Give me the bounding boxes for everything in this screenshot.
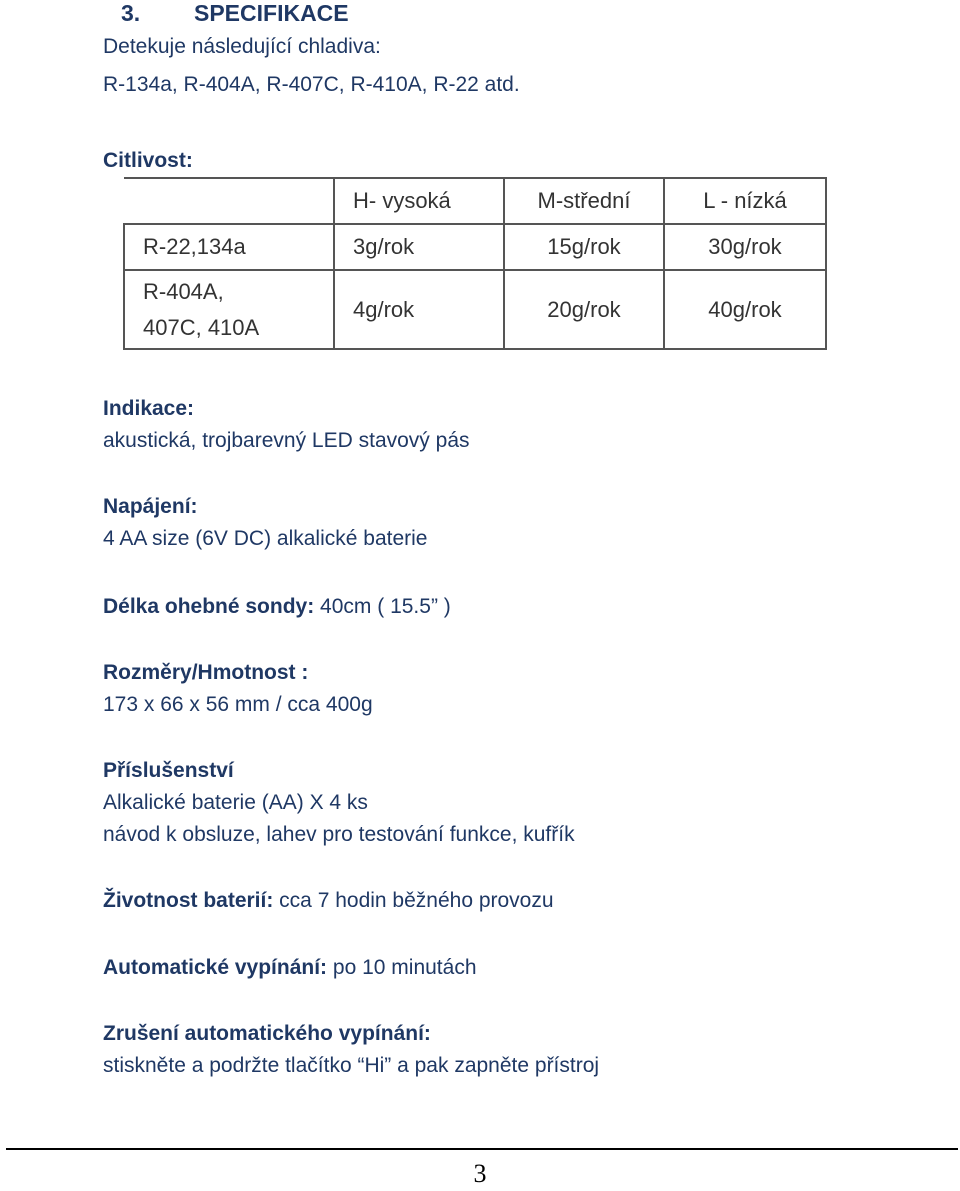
refrigerant-name-line: 407C, 410A [143,314,260,340]
table-cell: 4g/rok [334,270,504,349]
table-cell: 40g/rok [664,270,826,349]
table-cell: 20g/rok [504,270,664,349]
table-cell: 3g/rok [334,224,504,270]
dimensions-value: 173 x 66 x 56 mm / cca 400g [103,693,373,716]
accessories-label: Příslušenství [103,759,234,782]
probe-value: 40cm ( 15.5” ) [314,595,451,618]
table-header-cell: H- vysoká [334,178,504,224]
cancel-auto-off-value: stiskněte a podržte tlačítko “Hi” a pak zapněte přístroj [103,1054,600,1077]
refrigerant-name-cell [124,270,334,349]
page-number: 3 [473,1159,487,1188]
battery-life-value: cca 7 hodin běžného provozu [273,889,554,912]
table-row [124,270,826,349]
power-value: 4 AA size (6V DC) alkalické baterie [103,527,428,550]
table-cell: 15g/rok [504,224,664,270]
detects-label: Detekuje následující chladiva: [103,35,381,58]
table-header-cell: L - nízká [664,178,826,224]
table-cell: 30g/rok [664,224,826,270]
auto-off-label: Automatické vypínání: [103,956,328,979]
battery-life-line [103,888,554,914]
footer-divider [6,1148,958,1150]
probe-line [103,594,451,620]
table-header-cell [124,178,334,224]
power-label: Napájení: [103,495,198,518]
accessories-line-2: návod k obsluze, lahev pro testování funkce, kufřík [103,823,575,846]
table-row [124,224,826,270]
cancel-auto-off-label: Zrušení automatického vypínání: [103,1022,431,1045]
indication-value: akustická, trojbarevný LED stavový pás [103,429,470,452]
auto-off-line [103,955,477,981]
section-title-text: SPECIFIKACE [194,0,349,26]
dimensions-label: Rozměry/Hmotnost : [103,661,309,684]
section-number: 3. [121,0,141,26]
sensitivity-label: Citlivost: [103,149,193,172]
indication-label: Indikace: [103,397,195,420]
table-header-row [124,178,826,224]
sensitivity-table [123,177,827,350]
refrigerant-name-line: R-404A, [143,278,224,304]
refrigerant-name-cell: R-22,134a [124,224,334,270]
battery-life-label: Životnost baterií: [103,889,274,912]
detects-value: R-134a, R-404A, R-407C, R-410A, R-22 atd. [103,73,520,96]
auto-off-value: po 10 minutách [327,956,477,979]
section-title [121,0,349,26]
table-header-cell: M-střední [504,178,664,224]
accessories-line-1: Alkalické baterie (AA) X 4 ks [103,791,368,814]
probe-label: Délka ohebné sondy: [103,595,315,618]
